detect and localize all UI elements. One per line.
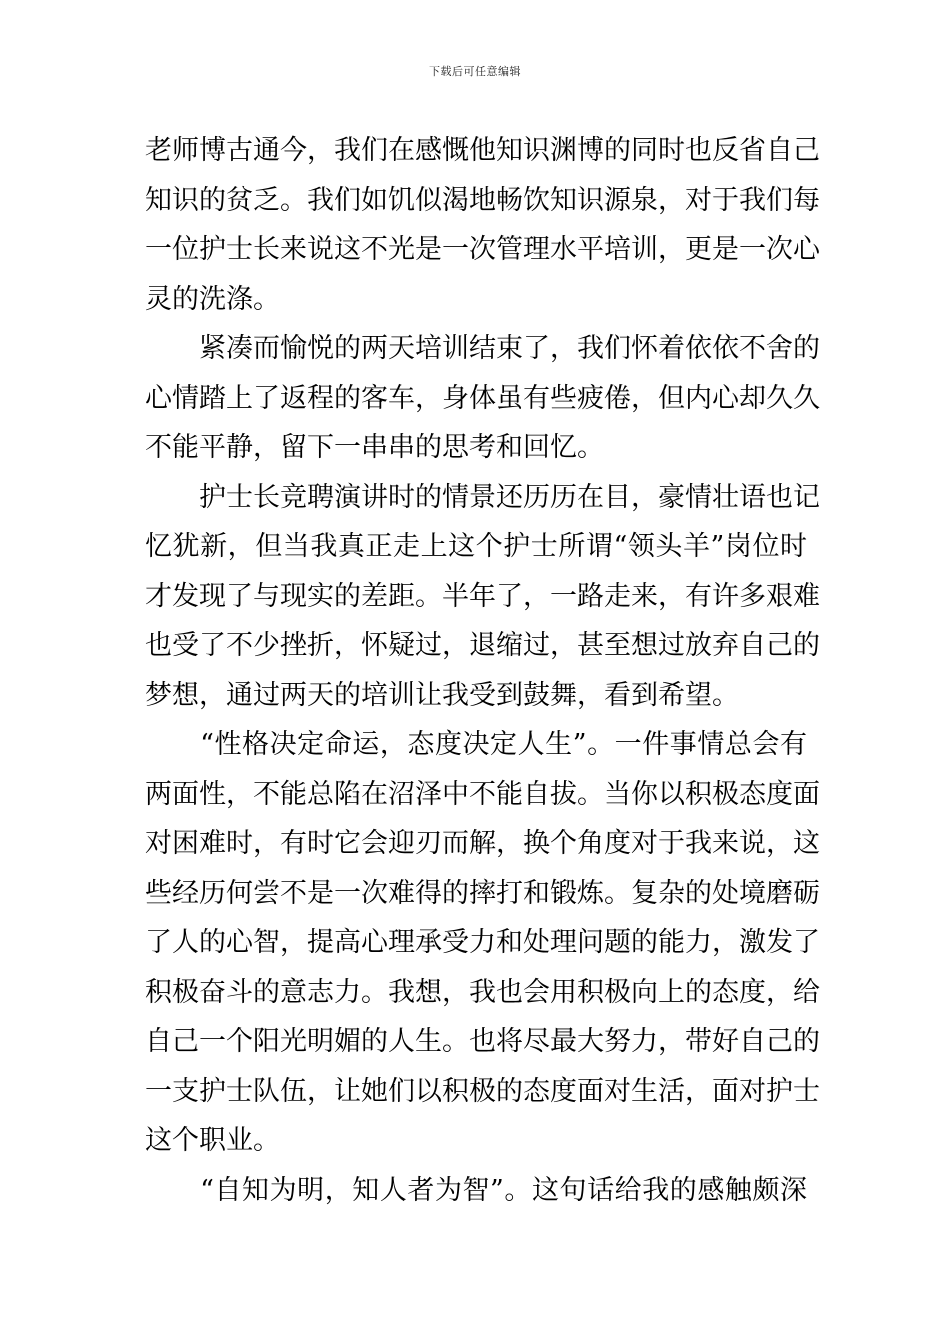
text-line: 也受了不少挫折，怀疑过，退缩过，甚至想过放弃自己的 [145, 630, 820, 661]
text-line: 自己一个阳光明媚的人生。也将尽最大努力，带好自己的 [145, 1026, 820, 1057]
paragraph [145, 720, 820, 1166]
text-line: 灵的洗涤。 [145, 283, 280, 315]
text-line: 护士长竞聘演讲时的情景还历历在目，豪情壮语也记 [145, 481, 820, 513]
text-line: 这个职业。 [145, 1125, 280, 1156]
paragraph [145, 324, 820, 473]
text-line: 一支护士队伍，让她们以积极的态度面对生活，面对护士 [145, 1075, 820, 1107]
text-line: 一位护士长来说这不光是一次管理水平培训，更是一次心 [145, 234, 820, 265]
text-line: 不能平静，留下一串串的思考和回忆。 [145, 432, 604, 463]
text-line: 知识的贫乏。我们如饥似渴地畅饮知识源泉，对于我们每 [145, 184, 820, 216]
text-line: 心情踏上了返程的客车，身体虽有些疲倦，但内心却久久 [145, 382, 820, 414]
text-line: 两面性，不能总陷在沼泽中不能自拔。当你以积极态度面 [145, 778, 820, 810]
page-header: 下载后可任意编辑 [429, 65, 521, 78]
text-line: 积极奋斗的意志力。我想，我也会用积极向上的态度，给 [145, 976, 820, 1008]
text-line: 紧凑而愉悦的两天培训结束了，我们怀着依依不舍的 [145, 333, 820, 364]
paragraph [145, 1166, 807, 1216]
text-line: 老师博古通今，我们在感慨他知识渊博的同时也反省自己 [145, 135, 820, 166]
text-line: 些经历何尝不是一次难得的摔打和锻炼。复杂的处境磨砺 [145, 877, 820, 909]
text-line: “性格决定命运，态度决定人生”。一件事情总会有 [145, 729, 807, 760]
document-body [145, 126, 820, 1215]
text-line: 梦想，通过两天的培训让我受到鼓舞，看到希望。 [145, 679, 739, 711]
text-line: 忆犹新，但当我真正走上这个护士所谓“领头羊”岗位时 [145, 531, 807, 562]
text-line: 才发现了与现实的差距。半年了，一路走来，有许多艰难 [145, 580, 820, 612]
text-line: “自知为明，知人者为智”。这句话给我的感触颇深 [145, 1174, 807, 1206]
text-line: 对困难时，有时它会迎刃而解，换个角度对于我来说，这 [145, 828, 820, 859]
text-line: 了人的心智，提高心理承受力和处理问题的能力，激发了 [145, 927, 820, 958]
paragraph [145, 126, 820, 324]
paragraph [145, 473, 820, 721]
